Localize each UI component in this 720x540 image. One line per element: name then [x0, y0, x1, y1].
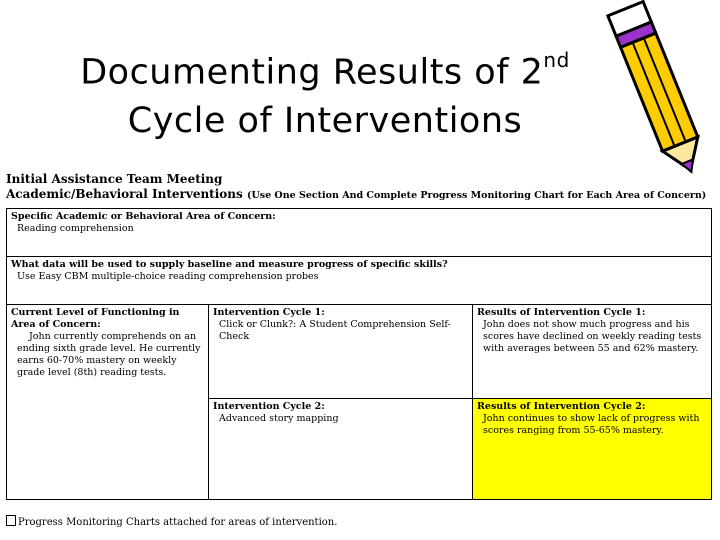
results-cycle-2-value: John continues to show lack of progress with scores ranging from 55-65% mastery. [483, 413, 700, 436]
title-line-2: Cycle of Interventions [127, 100, 523, 141]
slide-title [0, 40, 650, 145]
intervention-cycle-1-cell [209, 305, 473, 399]
title-superscript: nd [543, 48, 570, 72]
footer-text: Progress Monitoring Charts attached for areas of intervention. [18, 517, 338, 528]
area-of-concern-value: Reading comprehension [17, 223, 134, 234]
form-header [6, 172, 712, 203]
checkbox-icon[interactable] [6, 515, 16, 526]
intervention-cycle-1-label: Intervention Cycle 1: [213, 307, 325, 318]
form-header-subtitle-bold: Academic/Behavioral Interventions [6, 187, 243, 201]
baseline-data-cell [7, 257, 711, 305]
intervention-cycle-1-value: Click or Clunk?: A Student Comprehension Self-Check [219, 319, 451, 342]
interventions-table [6, 208, 712, 500]
intervention-cycle-2-value: Advanced story mapping [219, 413, 339, 424]
footer-note [6, 515, 337, 528]
current-level-value: John currently comprehends on an ending sixth grade level. He currently earns 60-70% mastery on weekly grade level (8th) reading tests. [17, 331, 201, 378]
results-cycle-2-label: Results of Intervention Cycle 2: [477, 401, 646, 412]
area-of-concern-cell [7, 209, 711, 257]
results-cycle-2-cell [473, 399, 711, 499]
baseline-data-label: What data will be used to supply baseline and measure progress of specific skills? [11, 259, 448, 270]
results-cycle-1-cell [473, 305, 711, 399]
form-header-title: Initial Assistance Team Meeting [6, 172, 223, 186]
results-cycle-1-label: Results of Intervention Cycle 1: [477, 307, 646, 318]
baseline-data-value: Use Easy CBM multiple-choice reading comprehension probes [17, 271, 319, 282]
current-level-cell [7, 305, 209, 499]
area-of-concern-label: Specific Academic or Behavioral Area of Concern: [11, 211, 276, 222]
form-header-subtitle [6, 187, 712, 203]
current-level-label: Current Level of Functioning in Area of Concern: [11, 307, 180, 330]
results-cycle-1-value: John does not show much progress and his scores have declined on weekly reading tests with averages between 55 and 62% mastery. [483, 319, 702, 354]
intervention-cycle-2-cell [209, 399, 473, 499]
intervention-cycle-2-label: Intervention Cycle 2: [213, 401, 325, 412]
form-header-subtitle-note: (Use One Section And Complete Progress Monitoring Chart for Each Area of Concern) [246, 190, 707, 201]
pencil-icon [598, 0, 720, 178]
title-line-1: Documenting Results of 2nd [80, 48, 570, 93]
